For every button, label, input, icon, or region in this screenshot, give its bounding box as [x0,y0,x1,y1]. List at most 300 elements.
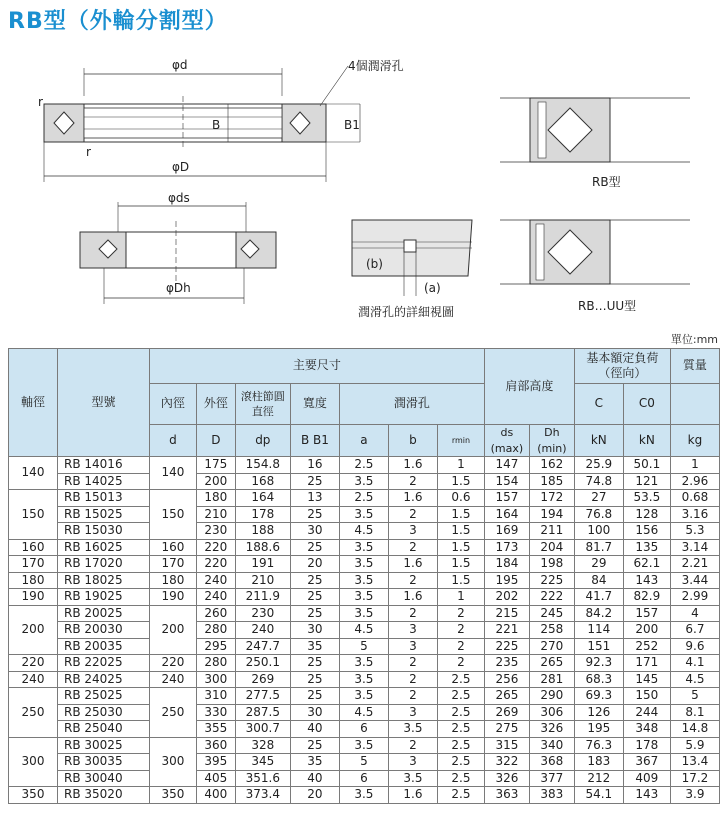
table-cell: 164 [235,490,290,507]
header-C0: C0 [623,384,670,425]
table-cell: RB 35020 [58,787,150,804]
table-cell: 13.4 [670,754,719,771]
table-cell: 81.7 [574,539,623,556]
table-cell: 220 [196,556,235,573]
table-cell: RB 20035 [58,638,150,655]
table-cell: RB 30035 [58,754,150,771]
table-cell: 154 [484,473,529,490]
table-cell: 178 [623,737,670,754]
table-cell: 169 [484,523,529,540]
table-cell: RB 19025 [58,589,150,606]
table-cell: 1 [437,457,484,474]
table-cell: 68.3 [574,671,623,688]
table-cell: 306 [529,704,574,721]
table-cell: 2.5 [339,457,388,474]
table-cell: 265 [484,688,529,705]
header-unit-C0: kN [623,425,670,457]
table-cell: 3.5 [388,721,437,738]
header-sym-r: rmin [437,425,484,457]
table-cell: 2.5 [437,671,484,688]
table-cell: 310 [196,688,235,705]
header-sym-dp: dp [235,425,290,457]
label-a: (a) [424,281,441,295]
table-cell: 3.16 [670,506,719,523]
label-r-bottom: r [86,145,91,159]
table-cell: 54.1 [574,787,623,804]
table-cell: 300.7 [235,721,290,738]
table-cell: 2 [437,622,484,639]
table-cell: 175 [196,457,235,474]
table-cell: 3.5 [339,671,388,688]
table-row [9,638,720,655]
table-cell: 204 [529,539,574,556]
table-cell: 1.5 [437,556,484,573]
table-cell: 1.5 [437,523,484,540]
table-row [9,506,720,523]
table-cell: 2.5 [437,787,484,804]
label-b: (b) [366,257,383,271]
table-cell: 230 [196,523,235,540]
table-cell: 3.5 [339,787,388,804]
header-unit-mass: kg [670,425,719,457]
table-cell: 2.5 [339,490,388,507]
table-cell: 258 [529,622,574,639]
table-cell: 35 [290,754,339,771]
table-cell: 300 [196,671,235,688]
table-cell: 9.6 [670,638,719,655]
table-cell: 170 [149,556,196,573]
table-cell: 69.3 [574,688,623,705]
table-cell: 3.14 [670,539,719,556]
table-cell: 140 [149,457,196,490]
table-cell: 16 [290,457,339,474]
table-cell: 250 [149,688,196,738]
label-B: B [212,118,221,132]
table-cell: 360 [196,737,235,754]
table-row [9,754,720,771]
table-row [9,688,720,705]
table-cell: 1.6 [388,556,437,573]
table-cell: 3.5 [339,737,388,754]
header-sym-Dh: Dh (min) [529,425,574,457]
table-cell: 178 [235,506,290,523]
label-lube-holes: 4個潤滑孔 [348,59,404,73]
table-cell: 275 [484,721,529,738]
table-cell: 3.5 [388,770,437,787]
label-rb-type: RB型 [592,175,621,189]
label-phi-D: φD [172,160,190,174]
table-cell: 3.5 [339,556,388,573]
table-cell: 0.6 [437,490,484,507]
table-cell: 2.21 [670,556,719,573]
table-cell: 3.5 [339,605,388,622]
table-cell: 1.5 [437,572,484,589]
page-title: RB型（外輪分割型） [8,9,228,34]
table-cell: 194 [529,506,574,523]
table-cell: 180 [149,572,196,589]
table-cell: 170 [9,556,58,573]
table-cell: 157 [623,605,670,622]
table-cell: 373.4 [235,787,290,804]
table-cell: 154.8 [235,457,290,474]
table-cell: 210 [196,506,235,523]
table-cell: 17.2 [670,770,719,787]
table-cell: 190 [149,589,196,606]
table-cell: 3.5 [339,506,388,523]
table-cell: 350 [149,787,196,804]
header-sym-D: D [196,425,235,457]
table-cell: 164 [484,506,529,523]
table-cell: 202 [484,589,529,606]
bearing-cross-section-drawing [38,58,404,182]
table-cell: 5 [339,638,388,655]
table-cell: 3.5 [339,688,388,705]
table-cell: 240 [149,671,196,688]
table-cell: 3.44 [670,572,719,589]
header-outer: 外徑 [196,384,235,425]
table-cell: 220 [9,655,58,672]
table-cell: 280 [196,655,235,672]
table-cell: 221 [484,622,529,639]
table-cell: 2 [388,539,437,556]
table-cell: RB 16025 [58,539,150,556]
table-cell: 1.5 [437,506,484,523]
table-cell: 363 [484,787,529,804]
table-cell: 171 [623,655,670,672]
table-cell: 157 [484,490,529,507]
table-cell: 2 [388,671,437,688]
table-cell: RB 30040 [58,770,150,787]
table-cell: 211 [529,523,574,540]
header-C: C [574,384,623,425]
table-row [9,572,720,589]
table-cell: 4.1 [670,655,719,672]
table-cell: 27 [574,490,623,507]
table-cell: RB 17020 [58,556,150,573]
table-cell: 184 [484,556,529,573]
table-cell: 121 [623,473,670,490]
table-cell: 84.2 [574,605,623,622]
table-cell: 30 [290,523,339,540]
table-cell: RB 30025 [58,737,150,754]
table-cell: 252 [623,638,670,655]
table-cell: 4.5 [339,523,388,540]
table-cell: 180 [9,572,58,589]
table-cell: RB 15030 [58,523,150,540]
table-cell: 300 [149,737,196,787]
table-cell: 270 [529,638,574,655]
table-cell: RB 14016 [58,457,150,474]
table-cell: 287.5 [235,704,290,721]
table-cell: 13 [290,490,339,507]
lube-hole-detail-drawing [352,220,472,319]
table-cell: 2 [437,605,484,622]
table-cell: RB 22025 [58,655,150,672]
table-cell: 162 [529,457,574,474]
table-cell: 200 [623,622,670,639]
table-cell: 3 [388,638,437,655]
table-cell: 20 [290,787,339,804]
table-cell: 256 [484,671,529,688]
table-row [9,473,720,490]
header-width: 寬度 [290,384,339,425]
table-cell: 30 [290,622,339,639]
table-cell: 250 [9,688,58,738]
table-cell: 53.5 [623,490,670,507]
table-cell: 2 [388,473,437,490]
table-cell: 3 [388,704,437,721]
table-cell: 235 [484,655,529,672]
table-cell: RB 20030 [58,622,150,639]
rb-type-drawing [500,98,690,189]
table-cell: 240 [196,589,235,606]
table-cell: 3.5 [339,589,388,606]
label-phi-ds: φds [168,191,190,205]
table-cell: RB 15013 [58,490,150,507]
table-cell: 1.6 [388,490,437,507]
table-cell: 265 [529,655,574,672]
table-cell: RB 18025 [58,572,150,589]
table-cell: 29 [574,556,623,573]
table-cell: 2.5 [437,770,484,787]
label-r-top: r [38,95,43,109]
table-cell: 172 [529,490,574,507]
header-unit-C: kN [574,425,623,457]
spec-table [8,348,720,804]
table-cell: 25 [290,539,339,556]
header-model: 型號 [58,349,150,457]
table-cell: 2 [388,655,437,672]
table-cell: 135 [623,539,670,556]
table-cell: 76.8 [574,506,623,523]
table-cell: 351.6 [235,770,290,787]
header-lube-hole: 潤滑孔 [339,384,484,425]
table-cell: 92.3 [574,655,623,672]
table-cell: RB 25025 [58,688,150,705]
table-cell: 35 [290,638,339,655]
table-cell: 5 [670,688,719,705]
table-row [9,523,720,540]
table-cell: 281 [529,671,574,688]
table-cell: RB 24025 [58,671,150,688]
table-cell: 25 [290,589,339,606]
table-cell: 2.5 [437,754,484,771]
table-cell: 6 [339,770,388,787]
table-cell: 25 [290,572,339,589]
table-cell: 222 [529,589,574,606]
table-cell: 198 [529,556,574,573]
table-cell: 368 [529,754,574,771]
table-cell: 350 [9,787,58,804]
table-cell: 188 [235,523,290,540]
label-B1: B1 [344,118,360,132]
header-sym-d: d [149,425,196,457]
table-cell: 200 [196,473,235,490]
table-cell: 40 [290,721,339,738]
table-cell: 322 [484,754,529,771]
table-cell: 280 [196,622,235,639]
table-row [9,671,720,688]
table-cell: 173 [484,539,529,556]
table-cell: 2.99 [670,589,719,606]
table-cell: 5.3 [670,523,719,540]
table-cell: 225 [529,572,574,589]
table-cell: 190 [9,589,58,606]
table-row [9,457,720,474]
technical-drawings [0,36,728,326]
table-cell: 150 [9,490,58,540]
table-cell: 5.9 [670,737,719,754]
label-phi-Dh: φDh [166,281,191,295]
table-cell: 211.9 [235,589,290,606]
table-cell: 245 [529,605,574,622]
table-cell: 200 [149,605,196,655]
table-cell: 185 [529,473,574,490]
header-sym-ds: ds (max) [484,425,529,457]
table-cell: 145 [623,671,670,688]
table-cell: 250.1 [235,655,290,672]
table-cell: 2.5 [437,704,484,721]
table-cell: 345 [235,754,290,771]
table-cell: 25 [290,605,339,622]
table-row [9,721,720,738]
table-cell: 260 [196,605,235,622]
table-cell: 147 [484,457,529,474]
table-cell: 150 [149,490,196,540]
table-cell: 2.5 [437,721,484,738]
table-cell: 290 [529,688,574,705]
table-cell: 400 [196,787,235,804]
table-cell: 4 [670,605,719,622]
table-cell: 3.5 [339,572,388,589]
table-cell: 25.9 [574,457,623,474]
table-cell: 140 [9,457,58,490]
table-cell: 2 [437,655,484,672]
shoulder-height-drawing [80,191,276,304]
table-cell: 395 [196,754,235,771]
table-cell: 215 [484,605,529,622]
table-cell: RB 14025 [58,473,150,490]
table-row [9,539,720,556]
table-cell: 240 [9,671,58,688]
table-cell: 225 [484,638,529,655]
table-cell: 200 [9,605,58,655]
table-cell: RB 15025 [58,506,150,523]
table-cell: 6 [339,721,388,738]
table-cell: 191 [235,556,290,573]
table-cell: 240 [235,622,290,639]
header-main-dims: 主要尺寸 [149,349,484,384]
table-cell: 315 [484,737,529,754]
table-row [9,605,720,622]
table-row [9,490,720,507]
table-cell: 383 [529,787,574,804]
header-sym-b: b [388,425,437,457]
table-cell: 300 [9,737,58,787]
table-cell: 151 [574,638,623,655]
table-cell: 355 [196,721,235,738]
table-cell: 247.7 [235,638,290,655]
header-sym-a: a [339,425,388,457]
table-cell: 3.5 [339,473,388,490]
table-cell: 168 [235,473,290,490]
table-cell: 210 [235,572,290,589]
table-cell: 180 [196,490,235,507]
table-row [9,770,720,787]
table-cell: 220 [196,539,235,556]
table-cell: 3 [388,622,437,639]
table-cell: 326 [484,770,529,787]
label-rb-uu-type: RB…UU型 [578,299,637,313]
table-cell: 2 [388,605,437,622]
table-cell: 2 [388,506,437,523]
table-row [9,589,720,606]
table-cell: 269 [235,671,290,688]
table-cell: 326 [529,721,574,738]
table-cell: 25 [290,506,339,523]
table-cell: 160 [9,539,58,556]
table-cell: 1 [670,457,719,474]
table-cell: 25 [290,688,339,705]
table-row [9,704,720,721]
table-cell: 4.5 [670,671,719,688]
table-cell: 25 [290,473,339,490]
table-cell: 367 [623,754,670,771]
table-cell: 6.7 [670,622,719,639]
table-cell: 156 [623,523,670,540]
table-cell: 84 [574,572,623,589]
table-cell: 330 [196,704,235,721]
header-mass: 質量 [670,349,719,384]
table-cell: 143 [623,572,670,589]
table-cell: 114 [574,622,623,639]
table-cell: 2 [388,737,437,754]
header-inner: 內徑 [149,384,196,425]
table-cell: 4.5 [339,704,388,721]
table-row [9,787,720,804]
table-row [9,655,720,672]
table-cell: 126 [574,704,623,721]
table-cell: 348 [623,721,670,738]
table-cell: 82.9 [623,589,670,606]
table-cell: 128 [623,506,670,523]
table-cell: 4.5 [339,622,388,639]
table-cell: 76.3 [574,737,623,754]
header-shoulder: 肩部高度 [484,349,574,425]
table-cell: 1.6 [388,457,437,474]
table-cell: 100 [574,523,623,540]
table-cell: RB 25030 [58,704,150,721]
table-cell: 405 [196,770,235,787]
table-row [9,622,720,639]
header-shaft: 軸徑 [9,349,58,457]
table-cell: 150 [623,688,670,705]
table-cell: 3 [388,523,437,540]
header-sym-B: B B1 [290,425,339,457]
table-cell: 1 [437,589,484,606]
label-lube-detail: 潤滑孔的詳細視圖 [358,305,455,319]
table-cell: 377 [529,770,574,787]
table-cell: 230 [235,605,290,622]
header-load-rating: 基本額定負荷（徑向） [574,349,670,384]
table-cell: 2 [437,638,484,655]
table-cell: 183 [574,754,623,771]
table-cell: 40 [290,770,339,787]
table-cell: 409 [623,770,670,787]
table-cell: 5 [339,754,388,771]
table-cell: 1.5 [437,473,484,490]
table-cell: 2.5 [437,737,484,754]
